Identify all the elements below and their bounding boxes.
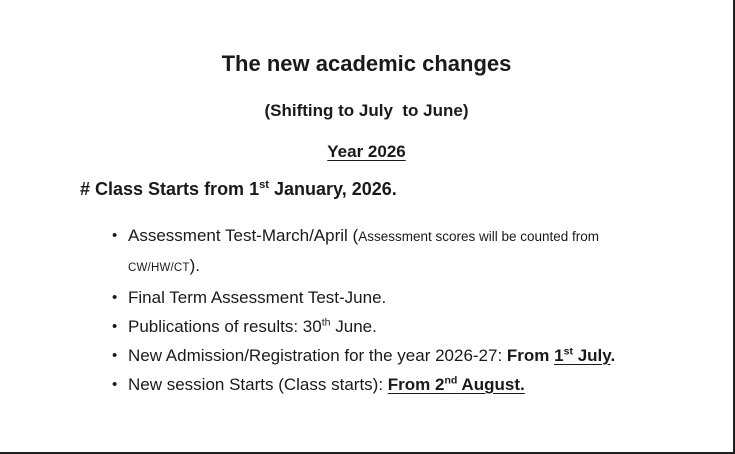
page-subtitle: (Shifting to July to June) — [264, 101, 469, 120]
bullet-icon: • — [112, 289, 118, 306]
bullet-icon: • — [112, 376, 118, 393]
list-item — [112, 341, 653, 370]
year-heading: Year 2026 — [327, 142, 406, 161]
list-item — [112, 312, 653, 341]
bullet-text: New session Starts (Class starts): From 2nd August. — [128, 374, 525, 394]
list-item — [112, 283, 653, 312]
list-item — [112, 370, 653, 399]
bullet-icon: • — [112, 227, 118, 244]
page-title: The new academic changes — [221, 51, 512, 76]
bullet-icon: • — [112, 347, 118, 364]
class-start-line: # Class Starts from 1st January, 2026. — [80, 179, 397, 199]
bullet-text: Publications of results: 30th June. — [128, 316, 377, 336]
bullet-text: Final Term Assessment Test-June. — [128, 288, 387, 307]
bullet-text: New Admission/Registration for the year 2026-27: From 1st July. — [128, 345, 616, 365]
bullet-text: Assessment Test-March/April (Assessment scores will be counted from CW/HW/CT). — [128, 226, 600, 275]
bullet-icon: • — [112, 318, 118, 335]
bullet-list — [0, 221, 733, 399]
list-item — [112, 221, 653, 283]
